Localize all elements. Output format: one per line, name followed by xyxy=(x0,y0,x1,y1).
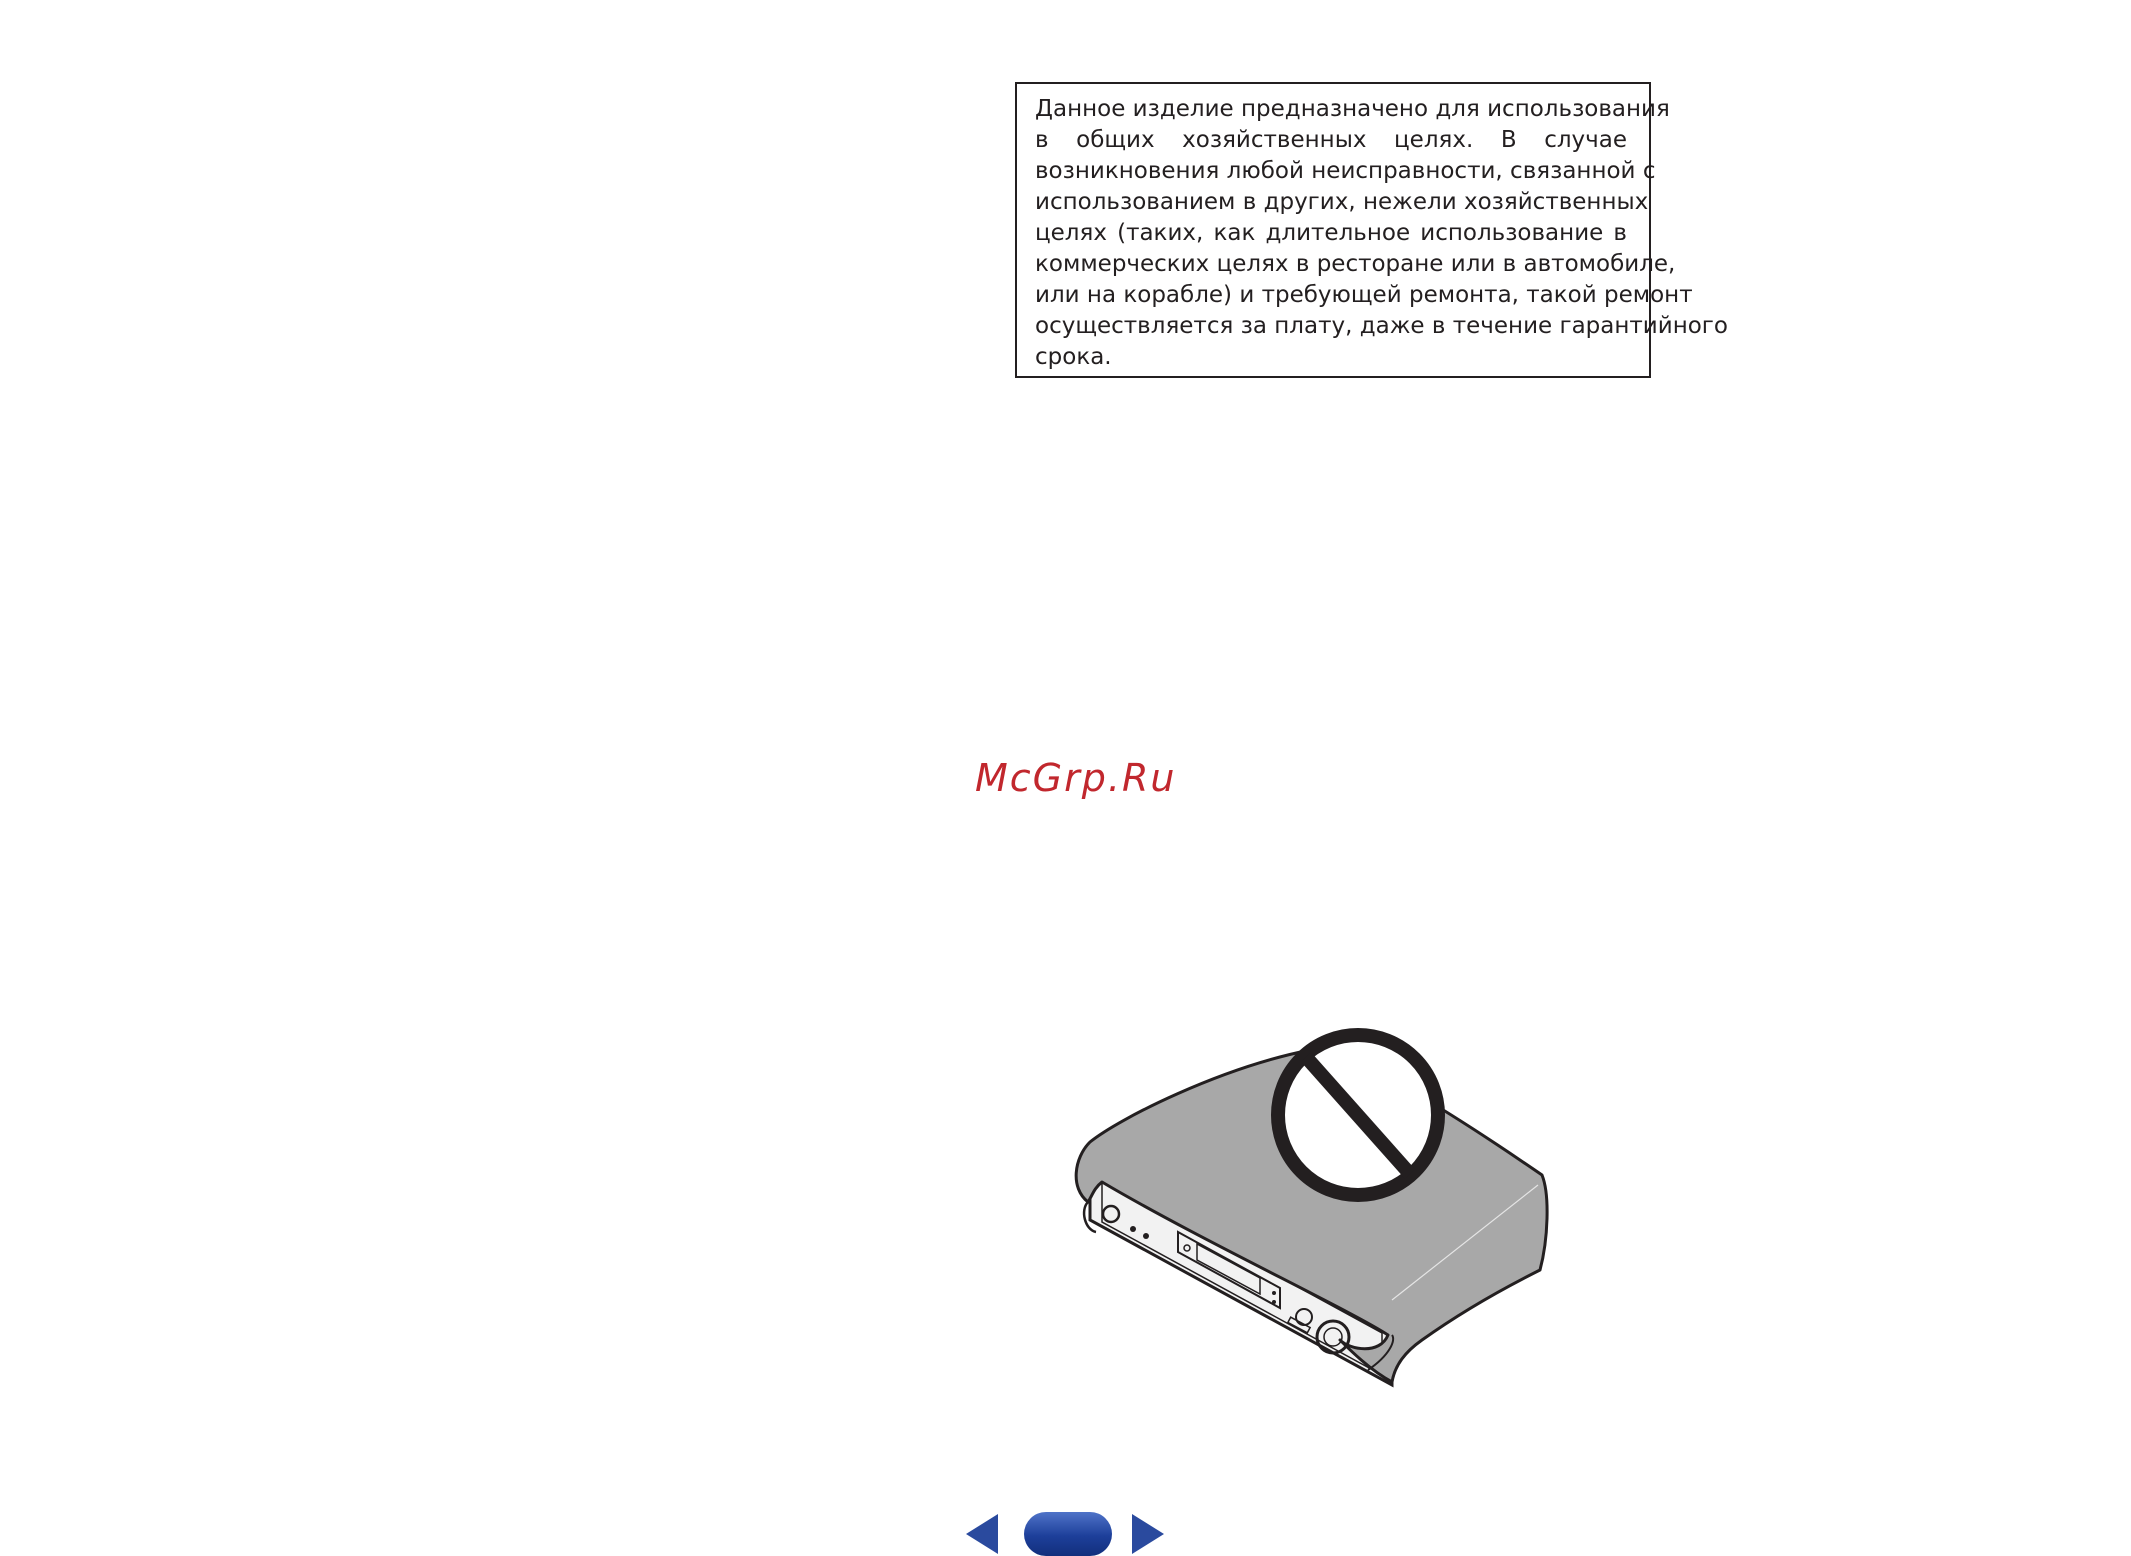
notice-line: или на корабле) и требующей ремонта, такой ремонт xyxy=(1035,282,1693,308)
watermark-text: McGrp.Ru xyxy=(975,756,1177,800)
notice-line: коммерческих целях в ресторане или в автомобиле, xyxy=(1035,251,1676,277)
notice-line: в общих хозяйственных целях. В случае xyxy=(1035,127,1627,153)
page-navigation xyxy=(960,1508,1170,1555)
notice-line: срока. xyxy=(1035,344,1112,370)
notice-line: возникновения любой неисправности, связанной с xyxy=(1035,158,1656,184)
notice-line: Данное изделие предназначено для использования xyxy=(1035,96,1670,122)
triangle-left-icon[interactable] xyxy=(966,1514,998,1554)
page-indicator-button[interactable] xyxy=(1024,1512,1112,1556)
notice-line: целях (таких, как длительное использование в xyxy=(1035,220,1627,246)
notice-box xyxy=(1015,82,1728,378)
prohibition-sign-icon xyxy=(1278,1035,1438,1195)
notice-line: использованием в других, нежели хозяйственных xyxy=(1035,189,1649,215)
notice-line: осуществляется за плату, даже в течение гарантийного xyxy=(1035,313,1728,339)
covered-receiver-prohibited-icon xyxy=(1050,1010,1590,1400)
triangle-right-icon[interactable] xyxy=(1132,1514,1164,1554)
